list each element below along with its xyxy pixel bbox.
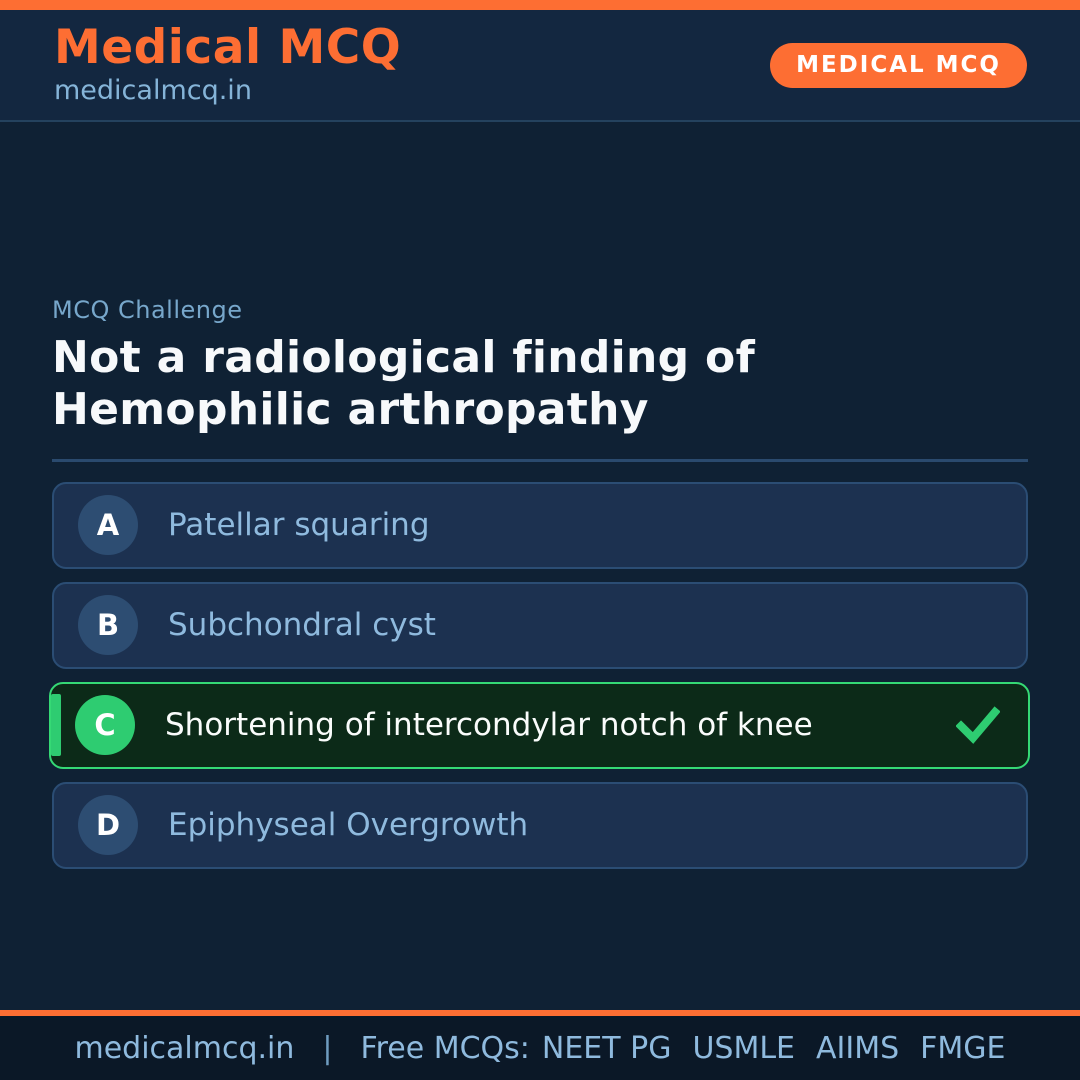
question-title-line1: Not a radiological finding of bbox=[52, 332, 756, 383]
brand-site-url: medicalmcq.in bbox=[54, 74, 252, 106]
correct-accent-bar bbox=[51, 694, 61, 756]
footer-bar bbox=[0, 1016, 1080, 1080]
option-a-label: Patellar squaring bbox=[168, 507, 430, 544]
footer-site-url: medicalmcq.in bbox=[74, 1030, 295, 1066]
option-c-label: Shortening of intercondylar notch of knee bbox=[165, 707, 813, 744]
top-accent-bar bbox=[0, 0, 1080, 10]
brand-badge: MEDICAL MCQ bbox=[770, 43, 1027, 88]
question-title bbox=[52, 332, 1028, 436]
footer-exam-aiims: AIIMS bbox=[816, 1030, 900, 1066]
footer-free-label: Free MCQs: bbox=[360, 1030, 530, 1066]
question-title-line2: Hemophilic arthropathy bbox=[52, 383, 649, 435]
option-d-letter-badge: D bbox=[78, 795, 138, 855]
option-d[interactable] bbox=[52, 782, 1028, 869]
check-icon bbox=[956, 705, 1000, 745]
header bbox=[0, 10, 1080, 122]
title-divider bbox=[52, 459, 1028, 462]
option-c-letter-badge: C bbox=[75, 695, 135, 755]
footer-separator: | bbox=[322, 1030, 333, 1066]
option-c-correct-answer[interactable] bbox=[49, 682, 1030, 769]
option-d-label: Epiphyseal Overgrowth bbox=[168, 807, 529, 844]
option-a-letter-badge: A bbox=[78, 495, 138, 555]
question-area bbox=[0, 296, 1080, 869]
brand-block bbox=[54, 20, 402, 106]
footer-exam-fmge: FMGE bbox=[920, 1030, 1006, 1066]
question-category-label: MCQ Challenge bbox=[52, 296, 243, 324]
footer bbox=[0, 1010, 1080, 1080]
option-b-letter-badge: B bbox=[78, 595, 138, 655]
footer-exam-usmle: USMLE bbox=[692, 1030, 796, 1066]
option-b-label: Subchondral cyst bbox=[168, 607, 436, 644]
options-list bbox=[52, 482, 1028, 869]
option-b[interactable] bbox=[52, 582, 1028, 669]
footer-exam-neetpg: NEET PG bbox=[541, 1030, 672, 1066]
brand-title: Medical MCQ bbox=[54, 20, 402, 76]
option-a[interactable] bbox=[52, 482, 1028, 569]
